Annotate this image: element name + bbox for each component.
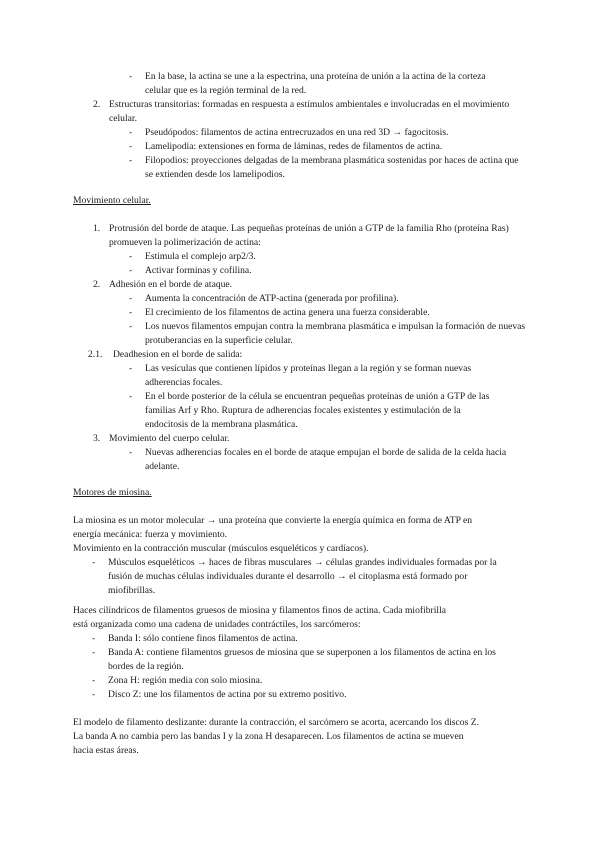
bullet-marker: - — [129, 71, 133, 82]
bullet-marker: - — [129, 141, 133, 152]
bullet-text: adelante. — [145, 461, 180, 472]
bullet-text: Lamelipodia: extensiones en forma de láminas, redes de filamentos de actina. — [145, 141, 443, 152]
list-item-text: Protrusión del borde de ataque. Las pequeñas proteínas de unión a GTP de la familia Rho (proteína Ras) — [109, 223, 509, 234]
list-item-text: Deadhesion en el borde de salida: — [113, 349, 243, 360]
list-number: 2. — [93, 279, 101, 290]
paragraph: energía mecánica: fuerza y movimiento. — [73, 529, 228, 540]
bullet-text: En la base, la actina se une a la espectrina, una proteína de unión a la actina de la corteza — [145, 71, 486, 82]
bullet-text: Músculos esqueléticos → haces de fibras musculares → células grandes individuales formadas por la — [108, 557, 497, 568]
bullet-text: Nuevas adherencias focales en el borde de ataque empujan el borde de salida de la celda hacia — [145, 447, 507, 458]
bullet-text: Las vesículas que contienen lípidos y proteínas llegan a la región y se forman nuevas — [145, 363, 472, 374]
bullet-text: se extienden desde los lamelipodios. — [145, 169, 285, 180]
bullet-text: Filopodios: proyecciones delgadas de la membrana plasmática sostenidas por haces de actina que — [145, 155, 519, 166]
bullet-text: celular que es la región terminal de la red. — [145, 85, 307, 96]
bullet-marker: - — [129, 155, 133, 166]
bullet-text: Disco Z: une los filamentos de actina por su extremo positivo. — [108, 689, 347, 700]
bullet-text: Banda I: sólo contiene finos filamentos de actina. — [108, 633, 298, 644]
list-item-text: Movimiento del cuerpo celular. — [109, 433, 230, 444]
bullet-marker: - — [129, 363, 133, 374]
bullet-text: endocitosis de la membrana plasmática. — [145, 419, 298, 430]
bullet-text: miofibrillas. — [108, 585, 156, 596]
bullet-text: Estimula el complejo arp2/3. — [145, 251, 256, 262]
list-item-text: Adhesión en el borde de ataque. — [109, 279, 233, 290]
bullet-marker: - — [92, 675, 96, 686]
bullet-marker: - — [129, 251, 133, 262]
bullet-marker: - — [129, 307, 133, 318]
bullet-text: protuberancias en la superficie celular. — [145, 335, 293, 346]
bullet-marker: - — [129, 127, 133, 138]
section-heading: Movimiento celular. — [73, 195, 151, 206]
list-item-text: promueven la polimerización de actina: — [109, 237, 261, 248]
paragraph: está organizada como una cadena de unidades contráctiles, los sarcómeros: — [73, 619, 361, 630]
bullet-text: adherencias focales. — [145, 377, 223, 388]
bullet-text: bordes de la región. — [108, 661, 184, 672]
bullet-marker: - — [129, 447, 133, 458]
bullet-marker: - — [129, 321, 133, 332]
bullet-text: Zona H: región media con solo miosina. — [108, 675, 263, 686]
bullet-text: El crecimiento de los filamentos de actina genera una fuerza considerable. — [145, 307, 430, 318]
bullet-marker: - — [92, 557, 96, 568]
list-number: 1. — [93, 223, 101, 234]
bullet-marker: - — [92, 633, 96, 644]
bullet-text: Aumenta la concentración de ATP-actina (generada por profilina). — [145, 293, 399, 304]
section-heading: Motores de miosina. — [73, 487, 152, 498]
paragraph: La banda A no cambia pero las bandas I y la zona H desaparecen. Los filamentos de actina se mueven — [73, 731, 464, 742]
bullet-marker: - — [129, 293, 133, 304]
bullet-text: Los nuevos filamentos empujan contra la membrana plasmática e impulsan la formación de nuevas — [145, 321, 526, 332]
list-number: 2.1. — [88, 349, 103, 360]
bullet-text: Activar forminas y cofilina. — [145, 265, 252, 276]
bullet-marker: - — [129, 391, 133, 402]
bullet-text: familias Arf y Rho. Ruptura de adherencias focales existentes y estimulación de la — [145, 405, 461, 416]
paragraph: Haces cilíndricos de filamentos gruesos de miosina y filamentos finos de actina. Cada miofibrilla — [73, 605, 446, 616]
list-item-text: Estructuras transitorias: formadas en respuesta a estímulos ambientales e involucradas en el movimiento — [109, 99, 510, 110]
bullet-marker: - — [129, 265, 133, 276]
bullet-text: Pseudópodos: filamentos de actina entrecruzados en una red 3D → fagocitosis. — [145, 127, 449, 138]
paragraph: hacia estas áreas. — [73, 745, 139, 756]
bullet-marker: - — [92, 689, 96, 700]
bullet-text: fusión de muchas células individuales durante el desarrollo → el citoplasma está formado por — [108, 571, 468, 582]
bullet-text: Banda A: contiene filamentos gruesos de miosina que se superponen a los filamentos de actina en los — [108, 647, 496, 658]
bullet-text: En el borde posterior de la célula se encuentran pequeñas proteínas de unión a GTP de las — [145, 391, 490, 402]
paragraph: Movimiento en la contracción muscular (músculos esqueléticos y cardíacos). — [73, 543, 369, 554]
list-number: 3. — [93, 433, 101, 444]
paragraph: La miosina es un motor molecular → una proteína que convierte la energía química en forma de ATP en — [73, 515, 473, 526]
paragraph: El modelo de filamento deslizante: durante la contracción, el sarcómero se acorta, acercando los discos Z. — [73, 717, 479, 728]
list-number: 2. — [93, 99, 101, 110]
list-item-text: celular. — [109, 113, 137, 124]
bullet-marker: - — [92, 647, 96, 658]
